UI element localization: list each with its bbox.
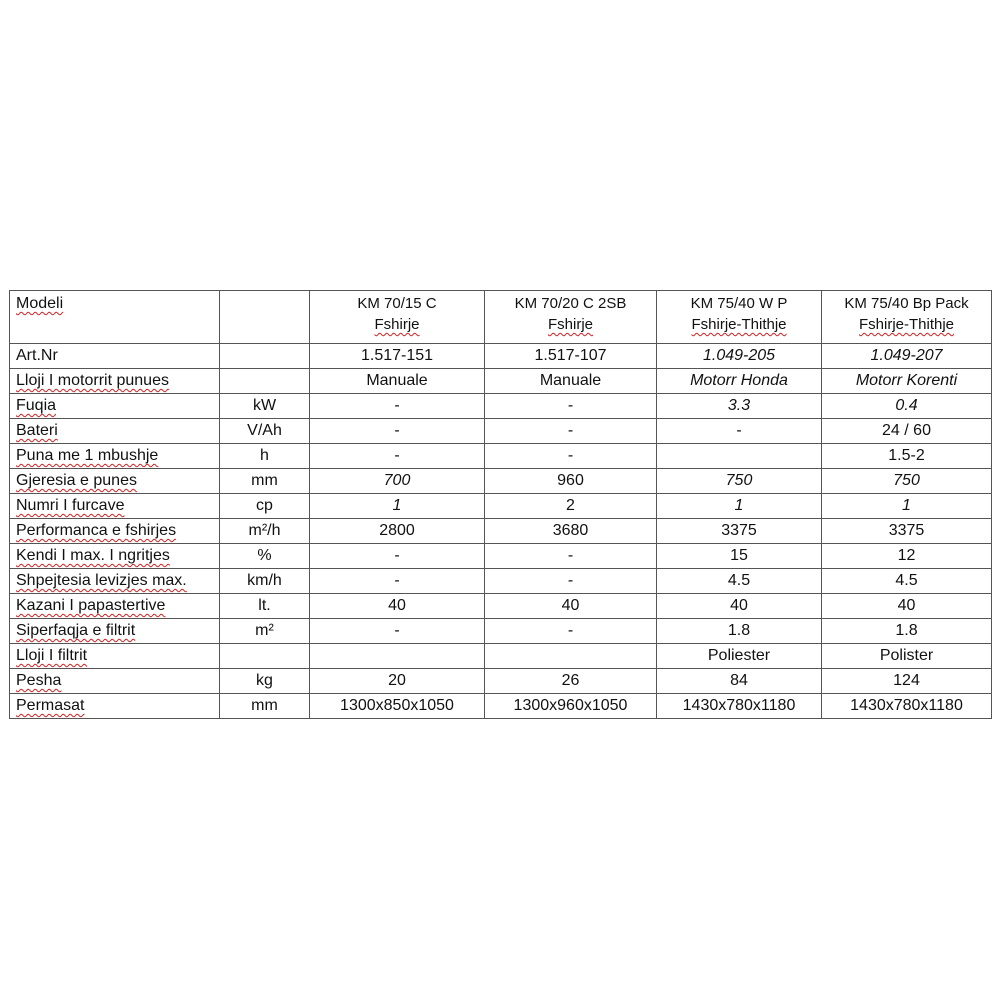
row-label-text: Pesha — [16, 672, 62, 689]
header-label-cell — [10, 291, 220, 344]
row-label — [10, 544, 220, 569]
row-value: 1 — [822, 494, 992, 519]
model-header-1 — [310, 291, 485, 344]
row-value: 1300x960x1050 — [485, 694, 657, 719]
row-unit: kg — [220, 669, 310, 694]
row-value: 4.5 — [822, 569, 992, 594]
row-value: - — [485, 419, 657, 444]
table-header-row — [10, 291, 992, 344]
row-unit: mm — [220, 469, 310, 494]
row-value: Motorr Korenti — [822, 369, 992, 394]
table-row — [10, 644, 992, 669]
row-value: - — [485, 619, 657, 644]
model-type: Fshirje-Thithje — [858, 316, 955, 333]
row-label — [10, 619, 220, 644]
row-value: 0.4 — [822, 394, 992, 419]
row-value: 24 / 60 — [822, 419, 992, 444]
model-name: KM 75/40 W P — [690, 295, 788, 312]
row-label — [10, 644, 220, 669]
row-value: 1.517-151 — [310, 344, 485, 369]
row-value — [657, 444, 822, 469]
row-label-text: Shpejtesia levizjes max. — [16, 572, 187, 589]
row-value — [485, 644, 657, 669]
row-value: 1 — [310, 494, 485, 519]
row-label-text: Kendi I max. I ngritjes — [16, 547, 170, 564]
row-label — [10, 494, 220, 519]
row-unit: h — [220, 444, 310, 469]
row-value: 3.3 — [657, 394, 822, 419]
table-row — [10, 394, 992, 419]
row-label-text: Gjeresia e punes — [16, 472, 137, 489]
row-unit: lt. — [220, 594, 310, 619]
row-value: - — [485, 444, 657, 469]
table-row — [10, 469, 992, 494]
row-unit: cp — [220, 494, 310, 519]
row-value: 124 — [822, 669, 992, 694]
row-value: 750 — [657, 469, 822, 494]
table-row — [10, 669, 992, 694]
row-value: - — [310, 394, 485, 419]
row-label — [10, 469, 220, 494]
row-label — [10, 669, 220, 694]
row-value: 12 — [822, 544, 992, 569]
row-label: Art.Nr — [10, 344, 220, 369]
row-unit: m²/h — [220, 519, 310, 544]
row-label — [10, 444, 220, 469]
header-unit-cell — [220, 291, 310, 344]
row-value: 3680 — [485, 519, 657, 544]
row-value: 3375 — [822, 519, 992, 544]
row-value: 15 — [657, 544, 822, 569]
row-value: 3375 — [657, 519, 822, 544]
row-label-text: Puna me 1 mbushje — [16, 447, 159, 464]
row-label-text: Lloji I filtrit — [16, 647, 88, 664]
row-unit — [220, 344, 310, 369]
row-label — [10, 419, 220, 444]
row-label-text: Lloji I motorrit punues — [16, 372, 169, 389]
model-type: Fshirje — [547, 316, 593, 333]
row-label — [10, 569, 220, 594]
row-value: 1430x780x1180 — [822, 694, 992, 719]
row-value: 1.517-107 — [485, 344, 657, 369]
row-value: - — [310, 619, 485, 644]
row-value: 40 — [822, 594, 992, 619]
table-row — [10, 544, 992, 569]
row-value: - — [485, 569, 657, 594]
row-value: 700 — [310, 469, 485, 494]
row-value: Motorr Honda — [657, 369, 822, 394]
row-unit: V/Ah — [220, 419, 310, 444]
row-unit: kW — [220, 394, 310, 419]
row-value: - — [485, 544, 657, 569]
row-value: Manuale — [485, 369, 657, 394]
model-name: KM 75/40 Bp Pack — [844, 295, 969, 312]
table-row — [10, 369, 992, 394]
row-label-text: Permasat — [16, 697, 85, 714]
header-label: Modeli — [16, 295, 64, 312]
table-row — [10, 569, 992, 594]
table-row — [10, 419, 992, 444]
row-label — [10, 694, 220, 719]
row-label — [10, 394, 220, 419]
row-unit: m² — [220, 619, 310, 644]
table-row — [10, 619, 992, 644]
row-label — [10, 519, 220, 544]
row-value: 1.8 — [657, 619, 822, 644]
model-name: KM 70/15 C — [357, 295, 437, 312]
model-type: Fshirje — [374, 316, 420, 333]
row-value: 1.5-2 — [822, 444, 992, 469]
row-label-text: Performanca e fshirjes — [16, 522, 177, 539]
row-value: 1430x780x1180 — [657, 694, 822, 719]
row-label-text: Siperfaqja e filtrit — [16, 622, 136, 639]
row-label — [10, 594, 220, 619]
row-label-text: Numri I furcave — [16, 497, 125, 514]
row-value: 1.8 — [822, 619, 992, 644]
row-unit: mm — [220, 694, 310, 719]
row-value: 2 — [485, 494, 657, 519]
row-value: - — [310, 569, 485, 594]
row-value: 26 — [485, 669, 657, 694]
row-value: 1300x850x1050 — [310, 694, 485, 719]
row-unit: % — [220, 544, 310, 569]
row-value: 40 — [657, 594, 822, 619]
row-value: 84 — [657, 669, 822, 694]
table-row — [10, 494, 992, 519]
row-unit: km/h — [220, 569, 310, 594]
row-value: 750 — [822, 469, 992, 494]
row-value: Polister — [822, 644, 992, 669]
row-value — [310, 644, 485, 669]
row-value: 20 — [310, 669, 485, 694]
row-value: 1.049-207 — [822, 344, 992, 369]
row-value: 960 — [485, 469, 657, 494]
row-label-text: Fuqia — [16, 397, 57, 414]
table-row — [10, 344, 992, 369]
row-value: 40 — [485, 594, 657, 619]
model-header-2 — [485, 291, 657, 344]
model-type: Fshirje-Thithje — [691, 316, 787, 333]
row-value: - — [310, 544, 485, 569]
table-row — [10, 519, 992, 544]
model-header-3 — [657, 291, 822, 344]
model-header-4 — [822, 291, 992, 344]
row-label-text: Kazani I papastertive — [16, 597, 166, 614]
row-value: 2800 — [310, 519, 485, 544]
row-label — [10, 369, 220, 394]
row-unit — [220, 369, 310, 394]
spec-table — [9, 290, 992, 719]
row-value: 1 — [657, 494, 822, 519]
row-value: - — [310, 419, 485, 444]
row-value: - — [657, 419, 822, 444]
row-value: - — [485, 394, 657, 419]
row-value: 4.5 — [657, 569, 822, 594]
table-row — [10, 594, 992, 619]
row-value: 40 — [310, 594, 485, 619]
row-value: Poliester — [657, 644, 822, 669]
table-row — [10, 444, 992, 469]
row-value: - — [310, 444, 485, 469]
model-name: KM 70/20 C 2SB — [514, 295, 627, 312]
row-value: Manuale — [310, 369, 485, 394]
row-unit — [220, 644, 310, 669]
row-label-text: Bateri — [16, 422, 58, 439]
row-value: 1.049-205 — [657, 344, 822, 369]
table-row — [10, 694, 992, 719]
